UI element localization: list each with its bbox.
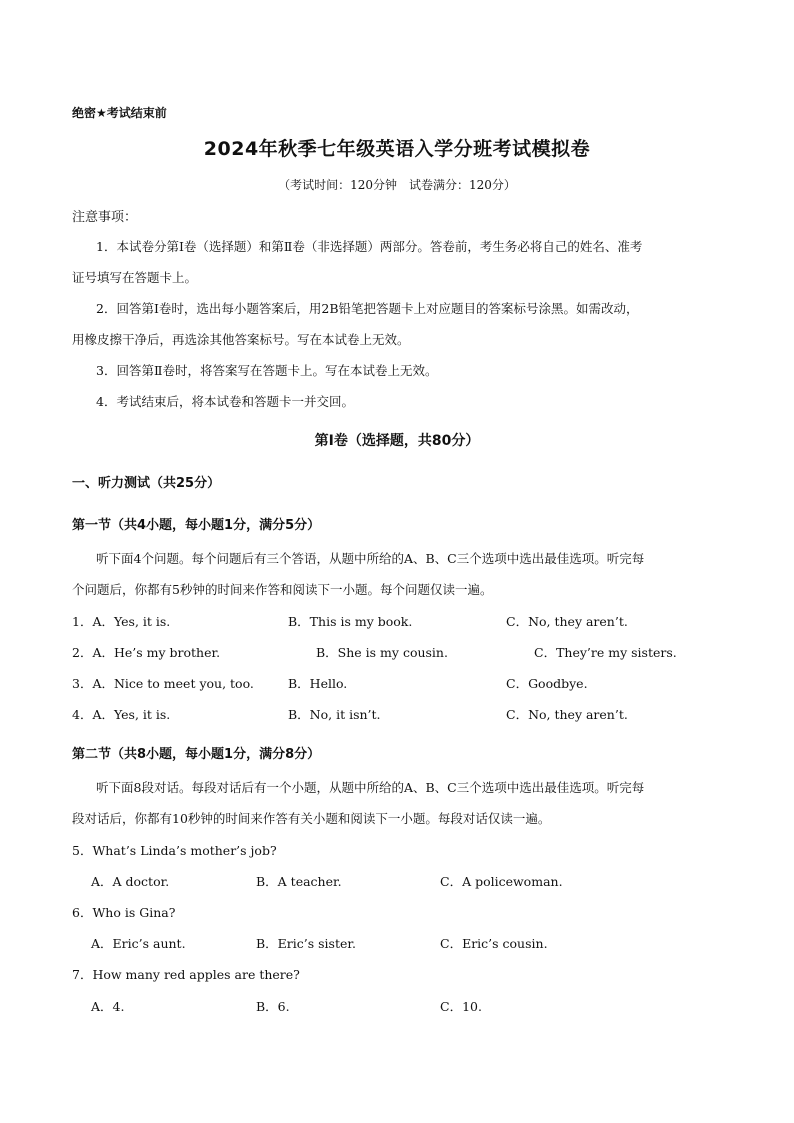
notes-item-1-line-2: 证号填写在答题卡上。: [72, 270, 198, 285]
subsection-2-instruction-line-1: 听下面8段对话。每段对话后有一个小题，从题中所给的A、B、C三个选项中选出最佳选项。听完每: [96, 780, 645, 795]
q6-option-a: A．Eric’s aunt.: [91, 936, 186, 951]
confidential-mark: 绝密★考试结束前: [72, 106, 167, 120]
q5-question: 5．What’s Linda’s mother’s job?: [72, 843, 277, 858]
q7-option-c: C．10.: [440, 999, 482, 1014]
notes-item-2-line-1: 2．回答第Ⅰ卷时，选出每小题答案后，用2B铅笔把答题卡上对应题目的答案标号涂黑。如需改动，: [96, 301, 639, 316]
q5-option-b: B．A teacher.: [256, 874, 342, 889]
q7-question: 7．How many red apples are there?: [72, 967, 300, 982]
notes-item-2-line-2: 用橡皮擦干净后，再选涂其他答案标号。写在本试卷上无效。: [72, 332, 410, 347]
q3-option-b: B．Hello.: [288, 676, 348, 691]
subsection-2-instruction-line-2: 段对话后，你都有10秒钟的时间来作答有关小题和阅读下一小题。每段对话仅读一遍。: [72, 811, 551, 826]
q5-option-a: A．A doctor.: [91, 874, 170, 889]
q4-option-b: B．No, it isn’t.: [288, 707, 381, 722]
subsection-1-instruction-line-2: 个问题后，你都有5秒钟的时间来作答和阅读下一小题。每个问题仅读一遍。: [72, 582, 493, 597]
notes-heading: 注意事项：: [72, 210, 138, 225]
subsection-1-title: 第一节（共4小题，每小题1分，满分5分）: [72, 518, 321, 533]
exam-subtitle: （考试时间：120分钟 试卷满分：120分）: [278, 178, 516, 192]
q2-option-a: 2．A．He’s my brother.: [72, 645, 221, 660]
q7-option-a: A．4.: [91, 999, 125, 1014]
part-1-title: 第Ⅰ卷（选择题，共80分）: [314, 433, 480, 449]
q1-option-b: B．This is my book.: [288, 614, 413, 629]
q3-option-c: C．Goodbye.: [506, 676, 588, 691]
exam-title: 2024年秋季七年级英语入学分班考试模拟卷: [203, 138, 591, 160]
notes-item-4: 4．考试结束后，将本试卷和答题卡一并交回。: [96, 394, 354, 409]
q3-option-a: 3．A．Nice to meet you, too.: [72, 676, 254, 691]
q6-option-b: B．Eric’s sister.: [256, 936, 356, 951]
q2-option-b: B．She is my cousin.: [316, 645, 448, 660]
q7-option-b: B．6.: [256, 999, 290, 1014]
subsection-2-title: 第二节（共8小题，每小题1分，满分8分）: [72, 747, 321, 762]
q4-option-a: 4．A．Yes, it is.: [72, 707, 171, 722]
q4-option-c: C．No, they aren’t.: [506, 707, 628, 722]
q6-question: 6．Who is Gina?: [72, 905, 176, 920]
subsection-1-instruction-line-1: 听下面4个问题。每个问题后有三个答语，从题中所给的A、B、C三个选项中选出最佳选项。听完每: [96, 551, 645, 566]
notes-item-1-line-1: 1．本试卷分第Ⅰ卷（选择题）和第Ⅱ卷（非选择题）两部分。答卷前，考生务必将自己的姓名、准考: [96, 239, 643, 254]
q1-option-a: 1．A．Yes, it is.: [72, 614, 171, 629]
q6-option-c: C．Eric’s cousin.: [440, 936, 548, 951]
q1-option-c: C．No, they aren’t.: [506, 614, 628, 629]
section-listening-title: 一、听力测试（共25分）: [72, 476, 221, 491]
q5-option-c: C．A policewoman.: [440, 874, 563, 889]
q2-option-c: C．They’re my sisters.: [534, 645, 677, 660]
notes-item-3: 3．回答第Ⅱ卷时，将答案写在答题卡上。写在本试卷上无效。: [96, 363, 438, 378]
